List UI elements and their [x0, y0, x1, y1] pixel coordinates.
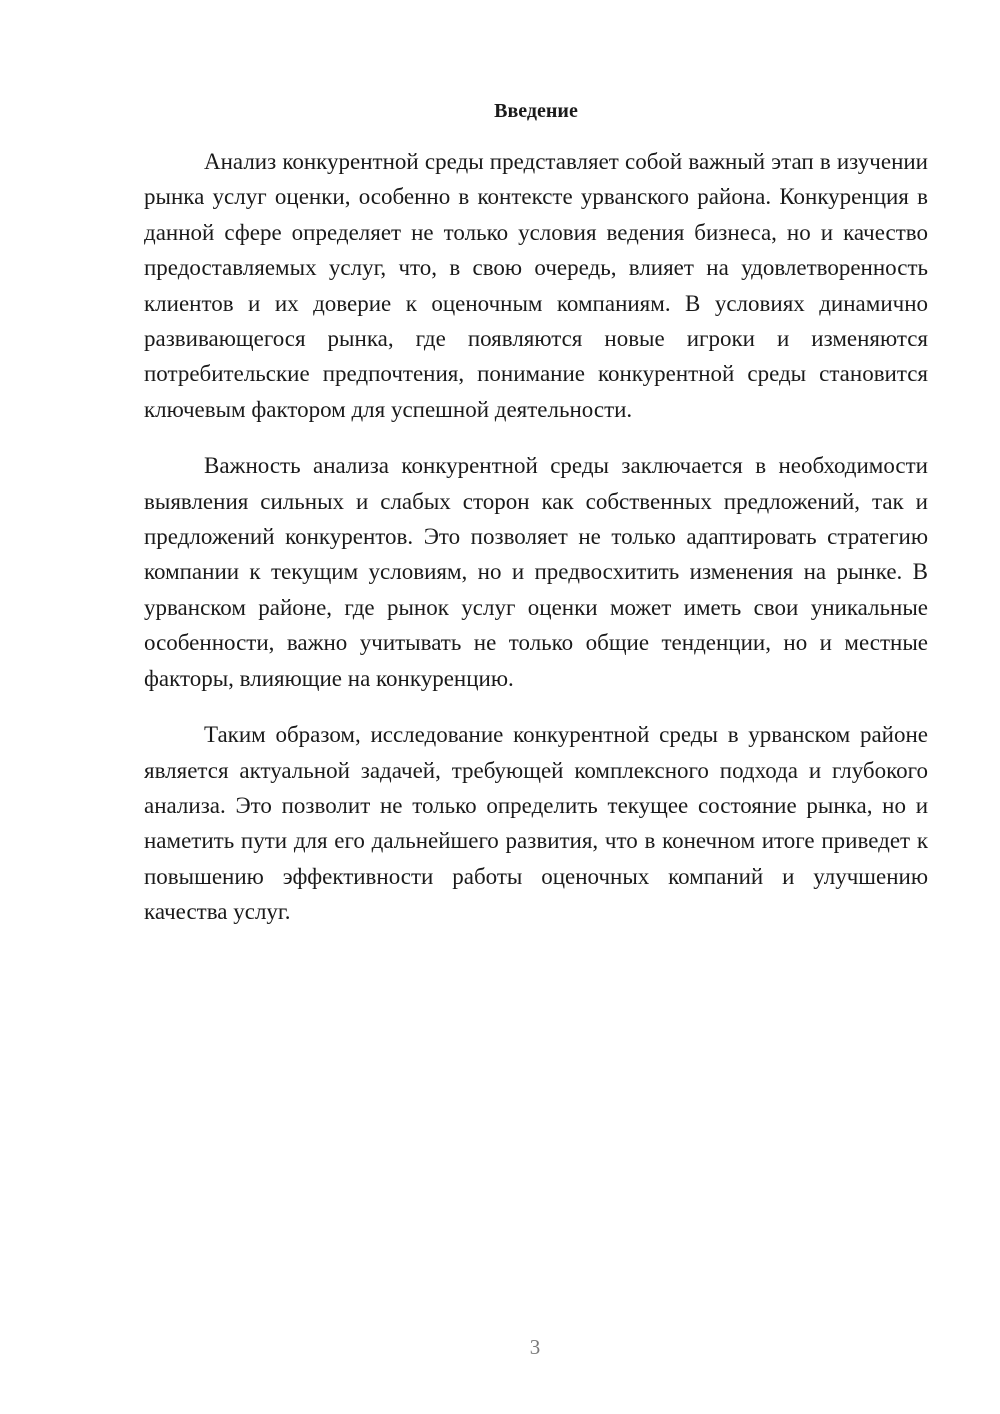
paragraph-3: Таким образом, исследование конкурентной среды в урванском районе является актуальной задачей, требующей комплексного подхода и глубокого анализа. Это позволит не только определить текущее состояние рынка, но и наметить пути для его дальнейшего развития, что в конечном итоге приведет к повышению эффективности работы оценочных компаний и улучшению качества услуг.	[144, 722, 928, 925]
section-title: Введение	[494, 100, 578, 122]
page-number: 3	[529, 1335, 541, 1359]
paragraph-2: Важность анализа конкурентной среды заключается в необходимости выявления сильных и слабых сторон как собственных предложений, так и предложений конкурентов. Это позволяет не только адаптировать стратегию компании к текущим условиям, но и предвосхитить изменения на рынке. В урванском районе, где рынок услуг оценки может иметь свои уникальные особенности, важно учитывать не только общие тенденции, но и местные факторы, влияющие на конкуренцию.	[144, 453, 928, 691]
page-content	[144, 96, 928, 951]
paragraph-1: Анализ конкурентной среды представляет собой важный этап в изучении рынка услуг оценки, особенно в контексте урванского района. Конкуренция в данной сфере определяет не только условия ведения бизнеса, но и качество предоставляемых услуг, что, в свою очередь, влияет на удовлетворенность клиентов и их доверие к оценочным компаниям. В условиях динамично развивающегося рынка, где появляются новые игроки и изменяются потребительские предпочтения, понимание конкурентной среды становится ключевым фактором для успешной деятельности.	[144, 149, 928, 422]
